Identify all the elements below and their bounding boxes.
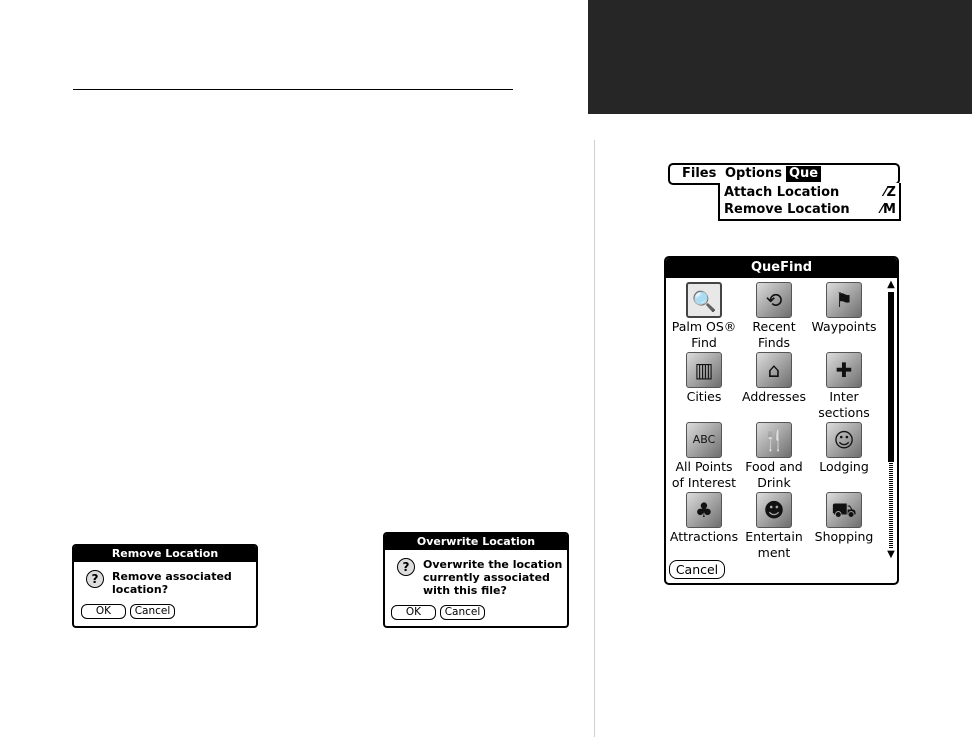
menu-item-label: Remove Location	[724, 202, 850, 217]
item-label: Shopping	[814, 529, 874, 544]
item-label: Addresses	[742, 389, 806, 404]
poi-icon: ABC	[686, 422, 722, 458]
dialog-title: Overwrite Location	[385, 534, 567, 550]
intersection-icon: ✚	[826, 352, 862, 388]
item-label: Attractions	[669, 529, 739, 544]
dialog-title: Remove Location	[74, 546, 256, 562]
item-label: Lodging	[819, 459, 869, 474]
attractions-icon: ♣	[686, 492, 722, 528]
quefind-title: QueFind	[666, 258, 897, 278]
quefind-item-all-poi[interactable]	[668, 422, 740, 492]
menu-item-remove-location[interactable]	[724, 201, 896, 218]
flag-icon: ⚑	[826, 282, 862, 318]
quefind-item-food-drink[interactable]	[738, 422, 810, 492]
quefind-item-attractions[interactable]	[668, 492, 740, 562]
question-icon: ?	[86, 570, 104, 588]
quefind-scrollbar[interactable]	[886, 280, 896, 560]
dialog-message-line: Overwrite the location	[423, 558, 563, 571]
quefind-item-cities[interactable]	[668, 352, 740, 422]
city-icon: ▥	[686, 352, 722, 388]
item-label: All Points of Interest	[671, 459, 737, 490]
quefind-item-entertainment[interactable]	[738, 492, 810, 562]
dialog-message-line: location?	[112, 583, 169, 596]
lodging-icon: ☺	[826, 422, 862, 458]
que-dropdown-menu	[718, 183, 901, 221]
quefind-item-lodging[interactable]	[808, 422, 880, 492]
item-label: Cities	[686, 389, 722, 404]
column-divider	[594, 140, 595, 737]
quefind-item-palm-find[interactable]	[668, 282, 740, 352]
menu-que[interactable]: Que	[786, 166, 821, 182]
quefind-window	[664, 256, 899, 585]
dialog-message	[112, 570, 232, 596]
item-label: Recent Finds	[752, 319, 796, 350]
cancel-button[interactable]: Cancel	[130, 604, 175, 619]
question-icon: ?	[397, 558, 415, 576]
recent-finds-icon: ⟲	[756, 282, 792, 318]
scroll-thumb[interactable]	[888, 292, 894, 462]
ok-button[interactable]: OK	[391, 605, 436, 620]
dialog-message-line: Remove associated	[112, 570, 232, 583]
shortcut-label: ⁄Z	[884, 185, 896, 200]
menu-files[interactable]: Files	[682, 166, 717, 181]
top-divider-rule	[73, 89, 513, 90]
menu-options[interactable]: Options	[725, 166, 782, 181]
quefind-item-waypoints[interactable]	[808, 282, 880, 352]
shortcut-label: ⁄M	[880, 202, 896, 217]
ok-button[interactable]: OK	[81, 604, 126, 619]
cancel-button[interactable]: Cancel	[440, 605, 485, 620]
address-icon: ⌂	[756, 352, 792, 388]
dialog-message-line: currently associated	[423, 571, 550, 584]
menu-item-attach-location[interactable]	[724, 184, 896, 201]
scroll-up-arrow-icon[interactable]: ▲	[887, 279, 895, 290]
item-label: Waypoints	[811, 319, 877, 334]
magnifier-icon: 🔍	[686, 282, 722, 318]
dialog-message-line: with this file?	[423, 584, 507, 597]
overwrite-location-dialog	[383, 532, 569, 628]
item-label: Palm OS® Find	[671, 319, 737, 350]
quefind-item-addresses[interactable]	[738, 352, 810, 422]
menu-bar	[668, 163, 900, 185]
fork-knife-icon: 🍴	[756, 422, 792, 458]
quefind-item-intersections[interactable]	[808, 352, 880, 422]
quefind-item-shopping[interactable]	[808, 492, 880, 562]
dialog-message	[423, 558, 562, 597]
menu-item-label: Attach Location	[724, 185, 840, 200]
theater-masks-icon: ☻	[756, 492, 792, 528]
item-label: Entertain ment	[745, 529, 803, 560]
quefind-item-recent-finds[interactable]	[738, 282, 810, 352]
item-label: Inter sections	[818, 389, 870, 420]
scroll-down-arrow-icon[interactable]: ▼	[887, 549, 895, 560]
quefind-cancel-button[interactable]: Cancel	[669, 560, 725, 579]
shopping-icon: ⛟	[826, 492, 862, 528]
remove-location-dialog	[72, 544, 258, 628]
item-label: Food and Drink	[745, 459, 803, 490]
header-block	[588, 0, 972, 114]
